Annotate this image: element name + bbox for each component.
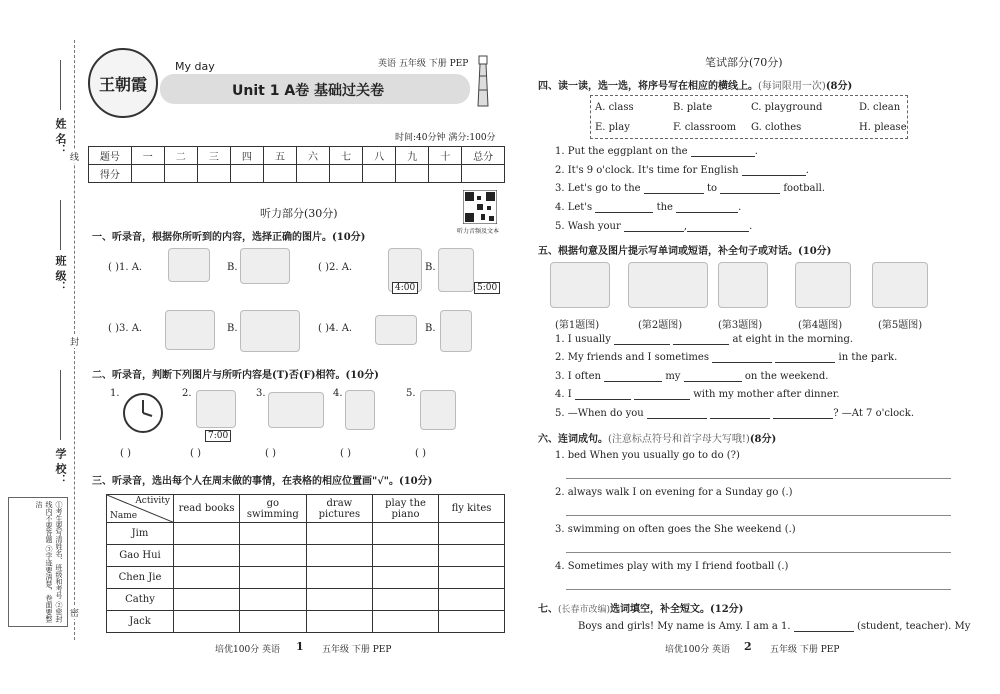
q5-s2-text: 2. My friends and I sometimes	[555, 352, 709, 363]
table-corner	[107, 495, 174, 523]
q5-s4-end: with my mother after dinner.	[693, 389, 840, 400]
footer-left-tail: 五年级 下册 PEP	[322, 645, 392, 655]
q6-note: (注意标点符号和首字母大写哦!)	[608, 434, 750, 445]
q1-item4b: B.	[425, 323, 436, 334]
q5-s1-text: 1. I usually	[555, 334, 611, 345]
q2-num2: 2.	[182, 388, 192, 399]
answer-blank[interactable]	[687, 222, 749, 232]
check-cell[interactable]	[306, 523, 372, 545]
qr-caption: 听力音频及文本	[457, 228, 500, 235]
q6-item3: 3. swimming on often goes the She weekend (.)	[555, 524, 796, 535]
q2-num1: 1.	[110, 388, 120, 399]
score-col: 八	[363, 147, 396, 165]
q7-title-pre: 七、	[538, 604, 558, 615]
q4-s4-end: .	[738, 202, 742, 213]
answer-line[interactable]	[566, 552, 951, 553]
q4-title-text: 四、读一读，选一选，将序号写在相应的横线上。	[538, 81, 758, 92]
seal-tag-line: 线	[70, 150, 79, 163]
answer-blank[interactable]	[614, 335, 670, 345]
q5-s1	[555, 334, 853, 345]
answer-blank[interactable]	[676, 203, 738, 213]
check-cell[interactable]	[174, 567, 240, 589]
q1-item1: ( )1. A.	[108, 262, 143, 273]
score-head: 得分	[89, 165, 132, 183]
answer-blank[interactable]	[604, 372, 662, 382]
word-option: B. plate	[673, 102, 713, 113]
word-option: C. playground	[751, 102, 823, 113]
q5-s3-end: on the weekend.	[744, 371, 829, 382]
name-cell: Gao Hui	[107, 545, 174, 567]
activity-col: read books	[174, 495, 240, 523]
page-number-left: 1	[296, 640, 304, 653]
school-line	[60, 370, 61, 440]
q1-item2b: B.	[425, 262, 436, 273]
q7-passage	[578, 621, 970, 632]
seal-tag-secret: 密	[70, 606, 79, 619]
school-label: 学 校：	[54, 448, 67, 485]
answer-blank[interactable]	[712, 353, 772, 363]
check-cell[interactable]	[439, 545, 505, 567]
picture-q5-1	[550, 262, 610, 308]
footer-right-tail: 五年级 下册 PEP	[770, 645, 840, 655]
answer-line[interactable]	[566, 589, 951, 590]
q5-s1-end: at eight in the morning.	[732, 334, 854, 345]
score-col: 一	[131, 147, 164, 165]
check-cell[interactable]	[306, 545, 372, 567]
name-cell: Cathy	[107, 589, 174, 611]
q5-s2-end: in the park.	[838, 352, 898, 363]
picture-2b	[438, 248, 474, 292]
q4-s5-mid: ,	[683, 221, 688, 232]
q1-item3: ( )3. A.	[108, 323, 143, 334]
q4-s2-text: 2. It's 9 o'clock. It's time for English	[555, 165, 739, 176]
page-number-right: 2	[744, 640, 752, 653]
score-cell[interactable]	[263, 165, 296, 183]
q4-s4-mid: the	[656, 202, 673, 213]
q4-s3-end: football.	[783, 183, 826, 194]
q4-s1	[555, 146, 758, 157]
binding-strip	[0, 0, 80, 694]
q7-text-b: (student, teacher). My	[856, 621, 971, 632]
score-cell[interactable]	[164, 165, 197, 183]
picture-4b	[440, 310, 472, 352]
check-cell[interactable]	[373, 589, 439, 611]
picture-q2-4	[345, 390, 375, 430]
class-label: 班 级：	[54, 255, 67, 292]
score-cell[interactable]	[462, 165, 505, 183]
check-cell[interactable]	[373, 611, 439, 633]
q4-s5	[555, 221, 752, 232]
check-cell[interactable]	[439, 567, 505, 589]
answer-blank[interactable]	[691, 147, 755, 157]
q7-tag: (长春市改编)	[558, 605, 611, 615]
q6-item4: 4. Sometimes play with my I friend football (.)	[555, 561, 789, 572]
q4-s4	[555, 202, 741, 213]
unit-topic: My day	[175, 60, 215, 73]
check-cell[interactable]	[240, 545, 307, 567]
footer-left: 培优100分 英语	[215, 645, 281, 655]
picture-1a	[168, 248, 210, 282]
q4-s2-end: .	[805, 165, 809, 176]
written-title: 笔试部分(70分)	[705, 56, 783, 69]
picture-1b	[240, 248, 290, 284]
q6-title-text: 六、连词成句。	[538, 434, 608, 445]
q4-s3-text: 3. Let's go to the	[555, 183, 641, 194]
activity-col: play the piano	[373, 495, 439, 523]
score-col: 四	[230, 147, 263, 165]
check-cell[interactable]	[373, 545, 439, 567]
picture-q2-5	[420, 390, 456, 430]
q2-answer5[interactable]: ( )	[415, 448, 426, 459]
picture-q2-3	[268, 392, 324, 428]
check-cell[interactable]	[240, 567, 307, 589]
answer-line[interactable]	[566, 478, 951, 479]
picture-q5-4	[795, 262, 851, 308]
name-cell: Jack	[107, 611, 174, 633]
check-cell[interactable]	[439, 589, 505, 611]
book-meta: 英语 五年级 下册 PEP	[378, 59, 469, 69]
q4-s1-text: 1. Put the eggplant on the	[555, 146, 688, 157]
name-cell: Jim	[107, 523, 174, 545]
score-head: 题号	[89, 147, 132, 165]
answer-blank[interactable]	[775, 353, 835, 363]
q4-s5-end: .	[749, 221, 753, 232]
score-col: 五	[263, 147, 296, 165]
answer-blank[interactable]	[794, 622, 854, 632]
picture-3a	[165, 310, 215, 350]
page-title: Unit 1 A卷 基础过关卷	[232, 83, 385, 99]
check-cell[interactable]	[174, 611, 240, 633]
score-cell[interactable]	[429, 165, 462, 183]
word-bank	[590, 95, 908, 139]
answer-blank[interactable]	[595, 203, 653, 213]
q5-s3-mid: my	[665, 371, 681, 382]
q5-s4-text: 4. I	[555, 389, 572, 400]
caption-q5-2: (第2题图)	[638, 320, 683, 331]
check-cell[interactable]	[240, 611, 307, 633]
wall-clock-icon	[122, 392, 164, 434]
name-cell: Chen Jie	[107, 567, 174, 589]
score-cell[interactable]	[197, 165, 230, 183]
footer-right: 培优100分 英语	[665, 645, 731, 655]
check-cell[interactable]	[373, 523, 439, 545]
check-cell[interactable]	[174, 589, 240, 611]
check-cell[interactable]	[306, 589, 372, 611]
answer-blank[interactable]	[673, 335, 729, 345]
score-col: 六	[296, 147, 329, 165]
caption-q5-5: (第5题图)	[878, 320, 923, 331]
q4-s5-text: 5. Wash your	[555, 221, 621, 232]
name-label: 姓 名：	[54, 118, 67, 155]
seal-tag-seal: 封	[70, 335, 79, 348]
word-option: F. classroom	[673, 122, 737, 133]
q6-title	[538, 430, 776, 445]
answer-blank[interactable]	[773, 409, 833, 419]
check-cell[interactable]	[174, 545, 240, 567]
word-option: E. play	[595, 122, 630, 133]
q5-s2	[555, 352, 897, 363]
score-cell[interactable]	[296, 165, 329, 183]
score-total: 总分	[462, 147, 505, 165]
q4-s3-mid: to	[706, 183, 717, 194]
score-col: 十	[429, 147, 462, 165]
clock-label-2b: 5:00	[474, 282, 500, 294]
q2-num5: 5.	[406, 388, 416, 399]
q2-num3: 3.	[256, 388, 266, 399]
q2-answer3[interactable]: ( )	[265, 448, 276, 459]
q1-item1b: B.	[227, 262, 238, 273]
q5-s5-text: 5. —When do you	[555, 408, 644, 419]
q4-s3	[555, 183, 825, 194]
check-cell[interactable]	[439, 523, 505, 545]
q4-s4-text: 4. Let's	[555, 202, 593, 213]
picture-3b	[240, 310, 300, 352]
answer-blank[interactable]	[710, 409, 770, 419]
check-cell[interactable]	[306, 611, 372, 633]
activity-table	[106, 494, 505, 633]
activity-col: go swimming	[240, 495, 307, 523]
class-line	[60, 200, 61, 250]
score-cell[interactable]	[396, 165, 429, 183]
answer-blank[interactable]	[634, 390, 690, 400]
q5-s3-text: 3. I often	[555, 371, 601, 382]
score-col: 九	[396, 147, 429, 165]
q6-item2: 2. always walk I on evening for a Sunday go (.)	[555, 487, 793, 498]
q2-answer1[interactable]: ( )	[120, 448, 131, 459]
time-score: 时间:40分钟 满分:100分	[395, 133, 496, 143]
q7-text-a: Boys and girls! My name is Amy. I am a 1.	[578, 621, 791, 632]
q4-s1-end: .	[754, 146, 758, 157]
lighthouse-icon	[468, 50, 498, 108]
picture-q2-2	[196, 390, 236, 428]
check-cell[interactable]	[174, 523, 240, 545]
answer-blank[interactable]	[624, 222, 684, 232]
q1-item4: ( )4. A.	[318, 323, 353, 334]
q5-s5	[555, 408, 914, 419]
q5-s5-end: ? —At 7 o'clock.	[833, 408, 915, 419]
answer-blank[interactable]	[575, 390, 631, 400]
clock-label-2a: 4:00	[392, 282, 418, 294]
name-line	[60, 60, 61, 110]
picture-4a	[375, 315, 417, 345]
word-option: H. please	[859, 122, 907, 133]
q7-title	[538, 600, 743, 615]
q2-title: 二、听录音，判断下列图片与所听内容是(T)否(F)相符。(10分)	[92, 370, 379, 381]
exam-notes: ①考生要写清姓名、班级和考号 ②密封线内不要答题 ③字迹要清楚，卷面要整洁	[8, 497, 68, 627]
check-cell[interactable]	[240, 523, 307, 545]
answer-blank[interactable]	[720, 184, 780, 194]
q6-score: (8分)	[749, 434, 777, 445]
picture-q5-2	[628, 262, 708, 308]
check-cell[interactable]	[439, 611, 505, 633]
q5-title: 五、根据句意及图片提示写单词或短语，补全句子或对话。(10分)	[538, 246, 832, 257]
corner-name: Name	[110, 511, 138, 521]
caption-q5-4: (第4题图)	[798, 320, 843, 331]
check-cell[interactable]	[373, 567, 439, 589]
listening-title: 听力部分(30分)	[260, 207, 338, 220]
score-cell[interactable]	[363, 165, 396, 183]
q5-s3	[555, 371, 828, 382]
check-cell[interactable]	[306, 567, 372, 589]
qr-code-icon	[463, 190, 497, 224]
q4-title	[538, 77, 852, 92]
q2-answer2[interactable]: ( )	[190, 448, 201, 459]
answer-blank[interactable]	[644, 184, 704, 194]
score-table	[88, 146, 505, 183]
word-option: A. class	[595, 102, 634, 113]
q5-s4	[555, 389, 840, 400]
answer-blank[interactable]	[742, 166, 806, 176]
q2-num4: 4.	[333, 388, 343, 399]
q1-item2: ( )2. A.	[318, 262, 353, 273]
answer-blank[interactable]	[684, 372, 742, 382]
score-col: 三	[197, 147, 230, 165]
q3-title: 三、听录音，选出每个人在周末做的事情，在表格的相应位置画"√"。(10分)	[92, 476, 433, 487]
q4-score: (8分)	[825, 81, 853, 92]
q1-title: 一、听录音，根据你所听到的内容，选择正确的图片。(10分)	[92, 232, 366, 243]
picture-q5-3	[718, 262, 768, 308]
word-option: G. clothes	[751, 122, 802, 133]
picture-q5-5	[872, 262, 928, 308]
caption-q5-3: (第3题图)	[718, 320, 763, 331]
answer-line[interactable]	[566, 515, 951, 516]
q1-item3b: B.	[227, 323, 238, 334]
activity-col: fly kites	[439, 495, 505, 523]
score-cell[interactable]	[230, 165, 263, 183]
score-cell[interactable]	[330, 165, 363, 183]
score-col: 七	[330, 147, 363, 165]
activity-col: draw pictures	[306, 495, 372, 523]
corner-activity: Activity	[135, 496, 171, 506]
brand-logo: 王朝霞	[88, 48, 158, 118]
q6-item1: 1. bed When you usually go to do (?)	[555, 450, 740, 461]
q7-title-text: 选词填空，补全短文。(12分)	[610, 604, 744, 615]
caption-q5-1: (第1题图)	[555, 320, 600, 331]
score-cell[interactable]	[131, 165, 164, 183]
check-cell[interactable]	[240, 589, 307, 611]
q4-s2	[555, 165, 809, 176]
answer-blank[interactable]	[647, 409, 707, 419]
q4-note: (每词限用一次)	[758, 81, 826, 92]
q2-answer4[interactable]: ( )	[340, 448, 351, 459]
word-option: D. clean	[859, 102, 901, 113]
score-col: 二	[164, 147, 197, 165]
clock-label-q2: 7:00	[205, 430, 231, 442]
